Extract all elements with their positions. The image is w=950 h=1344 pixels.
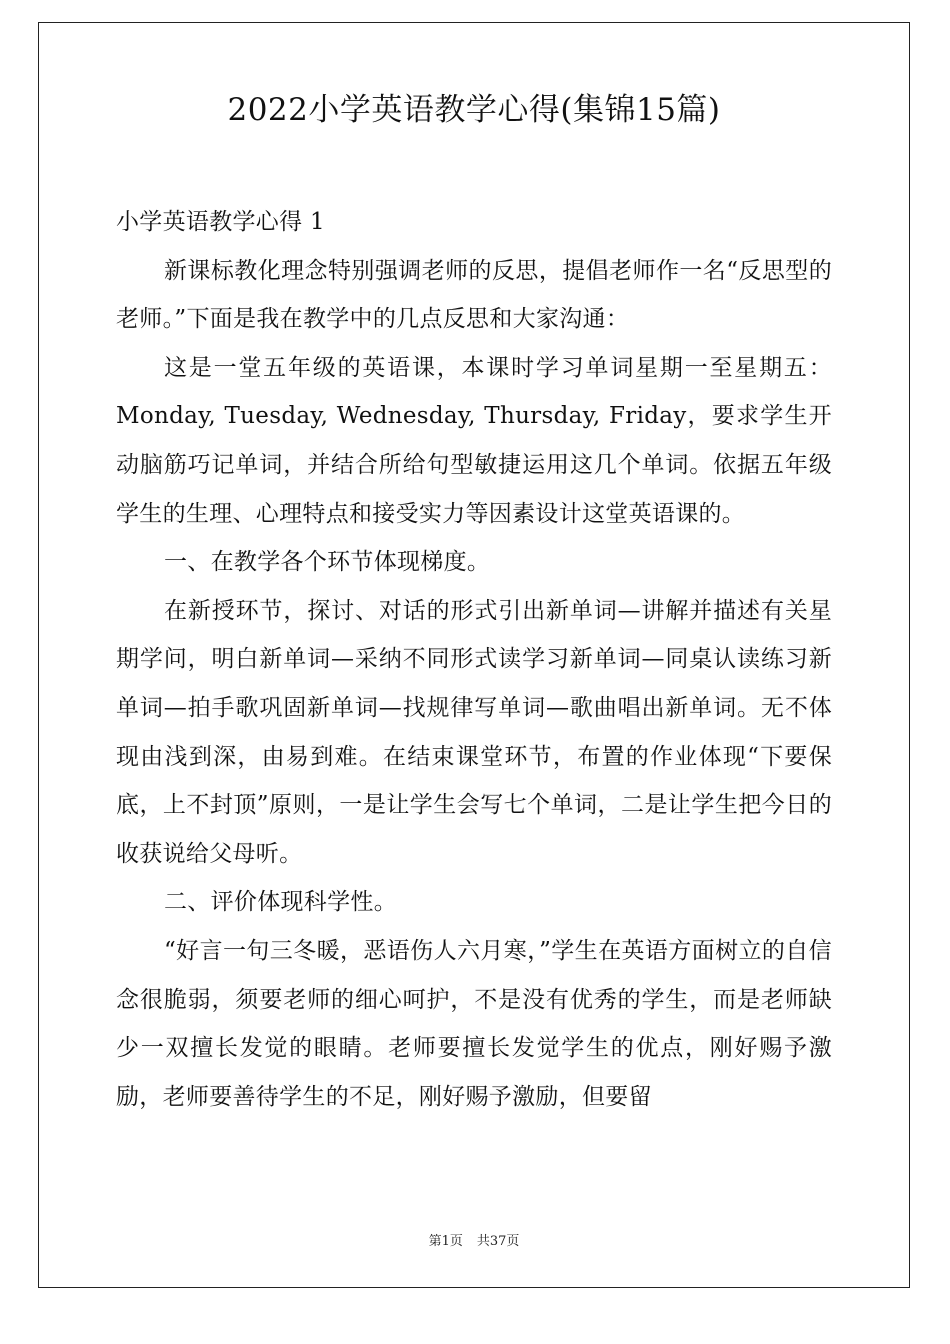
paragraph-new-words-section: 在新授环节，探讨、对话的形式引出新单词—讲解并描述有关星期学问，明白新单词—采纳不同形式读学习新单词—同桌认读练习新单词—拍手歌巩固新单词—找规律写单词—歌曲唱出新单词。无不体现由浅到深，由易到难。在结束课堂环节，布置的作业体现“下要保底，上不封顶”原则，一是让学生会写七个单词，二是让学生把今日的收获说给父母听。 [116,597,832,867]
page-footer [38,1233,910,1251]
paragraph-intro: 新课标教化理念特别强调老师的反思，提倡老师作一名“反思型的老师。”下面是我在教学中的几点反思和大家沟通： [116,257,832,333]
paragraph-lesson-description: 这是一堂五年级的英语课，本课时学习单词星期一至星期五：Monday, Tuesday, Wednesday, Thursday, Friday，要求学生开动脑筋巧记单词，并结合所给句型敏捷运用这几个单词。依据五年级学生的生理、心理特点和接受实力等因素设计这堂英语课的。 [116,354,832,527]
document-body [116,198,832,1121]
document-title: 2022小学英语教学心得(集锦15篇) [227,92,721,128]
page-number: 第1页 [428,1234,463,1249]
section-heading: 小学英语教学心得 1 [116,209,325,235]
paragraph-point-two-heading: 二、评价体现科学性。 [164,889,397,916]
paragraph-point-one-heading: 一、在教学各个环节体现梯度。 [164,549,491,576]
page-total: 共37页 [476,1234,520,1249]
paragraph-evaluation: “好言一句三冬暖，恶语伤人六月寒，”学生在英语方面树立的自信念很脆弱，须要老师的细心呵护，不是没有优秀的学生，而是老师缺少一双擅长发觉的眼睛。老师要擅长发觉学生的优点，刚好赐予激励，老师要善待学生的不足，刚好赐予激励，但要留 [116,937,832,1110]
